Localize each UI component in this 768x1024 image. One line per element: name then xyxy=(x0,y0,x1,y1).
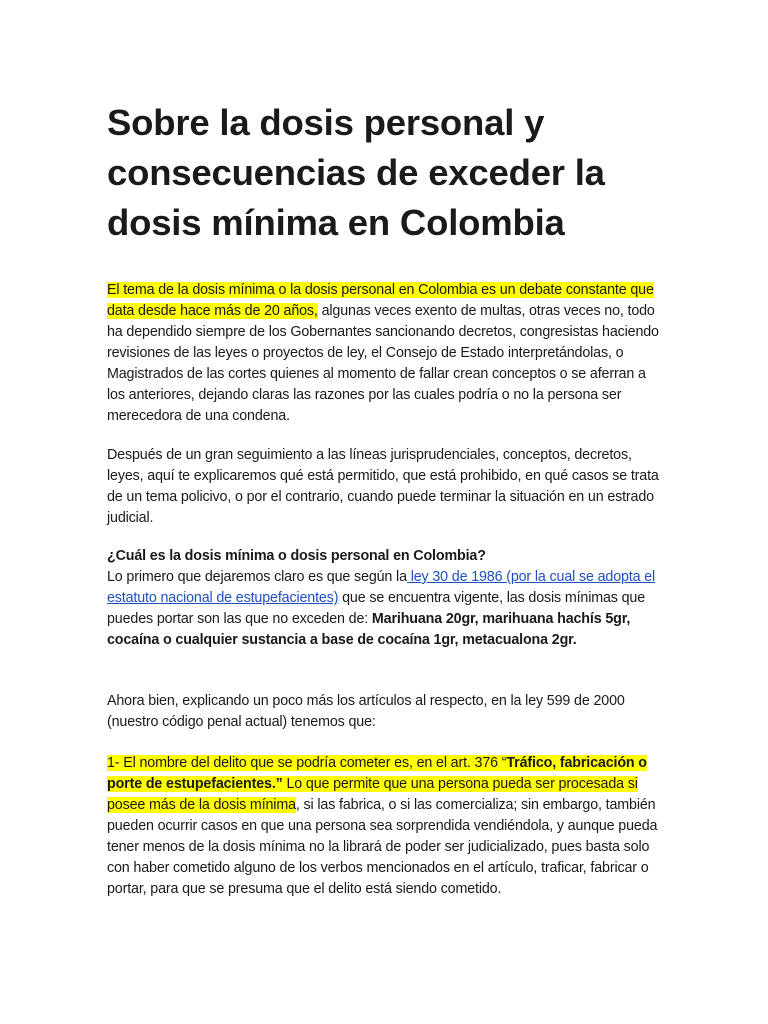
paragraph-text: Lo primero que dejaremos claro es que según la xyxy=(107,569,407,585)
paragraph-followup: Después de un gran seguimiento a las líneas jurisprudenciales, conceptos, decretos, leyes, aquí te explicaremos qué está permitido, que está prohibido, en qué casos se trata de un tema policivo, o por el contrario, cuando puede terminar la situación en un estrado judicial. xyxy=(107,447,659,526)
dose-limits: Marihuana 20gr, marihuana hachís 5gr, cocaína o cualquier sustancia a base de cocaína 1gr, metacualona 2gr. xyxy=(107,611,631,648)
highlighted-text: El tema de la dosis mínima o la dosis personal en Colombia es un debate constante que data desde hace más de 20 años, xyxy=(107,282,654,319)
paragraph-text: que se encuentra vigente, las dosis mínimas que puedes portar son las que no exceden de: xyxy=(107,590,646,627)
crime-name: Tráfico, fabricación o porte de estupefacientes.” xyxy=(107,755,647,792)
paragraph-text: algunas veces exento de multas, otras veces no, todo ha dependido siempre de los Gobernantes sancionando decretos, congresistas haciendo revisiones de las leyes o proyectos de ley, el Consejo de Estado interpretándolas, o Magistrados de las cortes quienes al momento de fallar crean conceptos o se aferran a los anteriores, dejando claras las razones por las cuales podría o no la persona ser merecedora de una condena. xyxy=(107,303,659,424)
ley-30-link[interactable]: ley 30 de 1986 (por la cual se adopta el estatuto nacional de estupefacientes) xyxy=(107,569,656,606)
paragraph-delito xyxy=(107,753,665,900)
section-question: ¿Cuál es la dosis mínima o dosis personal en Colombia? xyxy=(107,548,486,564)
paragraph-ley-599: Ahora bien, explicando un poco más los artículos al respecto, en la ley 599 de 2000 (nuestro código penal actual) tenemos que: xyxy=(107,693,625,730)
highlighted-start: 1- El nombre del delito que se podría cometer es, en el art. 376 “ xyxy=(107,755,507,771)
paragraph-text: , si las fabrica, o si las comercializa; sin embargo, también pueden ocurrir casos en que una persona sea sorprendida vendiéndola, y aunque pueda tener menos de la dosis mínima no la librará de poder ser judicializado, pues basta solo con haber cometido alguno de los verbos mencionados en el artículo, traficar, fabricar o portar, para que se presuma que el delito está siendo cometido. xyxy=(107,797,658,897)
highlighted-end: Lo que permite que una persona pueda ser procesada si posee más de la dosis mínima xyxy=(107,776,638,813)
paragraph-dosis xyxy=(107,546,665,651)
page-title: Sobre la dosis personal y consecuencias de exceder la dosis mínima en Colombia xyxy=(107,102,605,243)
paragraph-intro xyxy=(107,280,665,427)
